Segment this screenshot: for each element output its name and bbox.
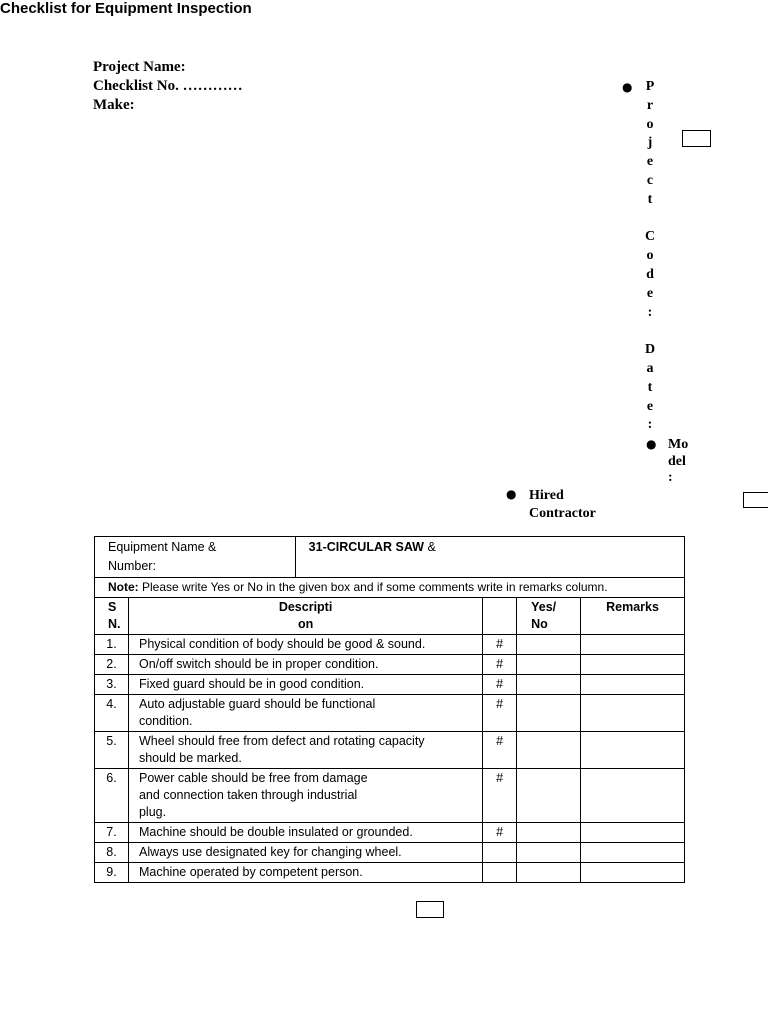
vertical-letter: e <box>646 398 654 414</box>
row-mark: # <box>483 695 517 732</box>
row-remarks-cell[interactable] <box>581 655 685 675</box>
header-yes-no: Yes/ No <box>517 598 581 635</box>
row-sn: 2. <box>95 655 129 675</box>
row-remarks-cell[interactable] <box>581 863 685 883</box>
vertical-letter: D <box>644 342 656 358</box>
row-sn: 8. <box>95 843 129 863</box>
row-remarks-cell[interactable] <box>581 675 685 695</box>
row-mark: # <box>483 655 517 675</box>
vertical-letter: j <box>647 135 653 151</box>
row-description: Machine operated by competent person. <box>128 863 482 883</box>
vertical-letter: : <box>647 304 653 320</box>
row-mark: # <box>483 823 517 843</box>
row-sn: 4. <box>95 695 129 732</box>
row-yes-no-cell[interactable] <box>517 843 581 863</box>
vertical-letter: a <box>646 361 654 376</box>
row-mark: # <box>483 675 517 695</box>
header-remarks: Remarks <box>581 598 685 635</box>
vertical-letter: t <box>647 379 653 395</box>
bullet-icon: ● <box>622 80 633 94</box>
row-description: Always use designated key for changing wheel. <box>128 843 482 863</box>
row-remarks-cell[interactable] <box>581 732 685 769</box>
row-sn: 7. <box>95 823 129 843</box>
row-yes-no-cell[interactable] <box>517 769 581 823</box>
equipment-name-label: Equipment Name & Number: <box>95 537 296 578</box>
note-row <box>95 578 685 598</box>
row-remarks-cell[interactable] <box>581 635 685 655</box>
row-yes-no-cell[interactable] <box>517 823 581 843</box>
row-mark: # <box>483 635 517 655</box>
table-row <box>95 635 685 655</box>
vertical-letter: c <box>646 173 654 188</box>
project-code-input-box[interactable] <box>682 130 711 147</box>
row-description: Machine should be double insulated or grounded. <box>128 823 482 843</box>
table-header-row <box>95 598 685 635</box>
inspection-table <box>94 536 685 883</box>
bullet-icon: ● <box>506 487 517 501</box>
model-input-box[interactable] <box>743 492 768 508</box>
equipment-row <box>95 537 685 578</box>
row-sn: 1. <box>95 635 129 655</box>
vertical-letter: e <box>646 154 654 170</box>
row-yes-no-cell[interactable] <box>517 863 581 883</box>
row-mark: # <box>483 732 517 769</box>
row-sn: 6. <box>95 769 129 823</box>
table-row <box>95 863 685 883</box>
table-row <box>95 843 685 863</box>
row-description: Auto adjustable guard should be functional condition. <box>128 695 482 732</box>
header-mark <box>483 598 517 635</box>
vertical-letter: r <box>646 97 654 113</box>
table-row <box>95 675 685 695</box>
row-yes-no-cell[interactable] <box>517 655 581 675</box>
row-mark: # <box>483 769 517 823</box>
header-description: Descripti on <box>128 598 482 635</box>
vertical-letter: d <box>646 267 654 282</box>
table-row <box>95 732 685 769</box>
row-description: Physical condition of body should be good & sound. <box>128 635 482 655</box>
row-yes-no-cell[interactable] <box>517 675 581 695</box>
row-yes-no-cell[interactable] <box>517 732 581 769</box>
table-row <box>95 769 685 823</box>
document-title: Checklist for Equipment Inspection <box>0 0 252 17</box>
equipment-name-value: 31-CIRCULAR SAW & <box>295 537 684 578</box>
row-sn: 5. <box>95 732 129 769</box>
header-sn: S N. <box>95 598 129 635</box>
table-row <box>95 823 685 843</box>
vertical-letter: o <box>646 116 654 132</box>
row-description: Wheel should free from defect and rotating capacity should be marked. <box>128 732 482 769</box>
row-description: Power cable should be free from damage and connection taken through industrial plug. <box>128 769 482 823</box>
vertical-letter: o <box>646 248 654 264</box>
row-sn: 9. <box>95 863 129 883</box>
model-label: Mo del : <box>668 437 689 485</box>
vertical-letter: t <box>647 191 653 207</box>
row-remarks-cell[interactable] <box>581 843 685 863</box>
row-mark <box>483 843 517 863</box>
vertical-letter: C <box>644 229 656 245</box>
project-name-label: Project Name: <box>93 59 186 75</box>
table-row <box>95 655 685 675</box>
row-description: On/off switch should be in proper condition. <box>128 655 482 675</box>
row-description: Fixed guard should be in good condition. <box>128 675 482 695</box>
row-sn: 3. <box>95 675 129 695</box>
row-yes-no-cell[interactable] <box>517 635 581 655</box>
row-mark <box>483 863 517 883</box>
make-label: Make: <box>93 97 135 113</box>
vertical-letter: : <box>647 417 653 433</box>
table-row <box>95 695 685 732</box>
vertical-letter: e <box>646 285 654 301</box>
footer-input-box[interactable] <box>416 901 444 918</box>
row-remarks-cell[interactable] <box>581 823 685 843</box>
row-yes-no-cell[interactable] <box>517 695 581 732</box>
row-remarks-cell[interactable] <box>581 769 685 823</box>
vertical-letter: P <box>645 79 655 94</box>
hired-contractor-label: Hired Contractor <box>529 488 596 521</box>
row-remarks-cell[interactable] <box>581 695 685 732</box>
note-text: Note: Please write Yes or No in the given box and if some comments write in remarks column. <box>95 578 685 598</box>
checklist-number-label: Checklist No. ………… <box>93 78 243 94</box>
bullet-icon: ● <box>646 437 657 451</box>
